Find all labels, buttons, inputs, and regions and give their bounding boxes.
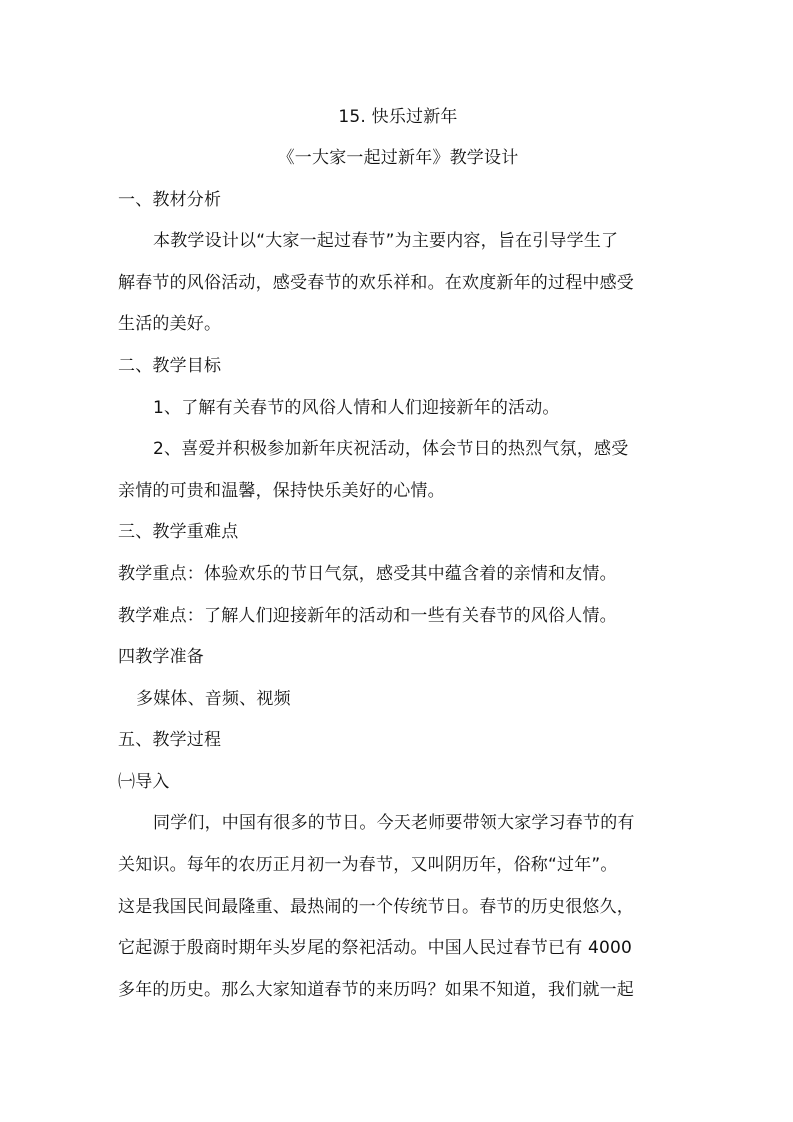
list-item: 1、了解有关春节的风俗人情和人们迎接新年的活动。: [153, 398, 560, 418]
paragraph-line: 这是我国民间最隆重、最热闹的一个传统节日。春节的历史很悠久，: [118, 897, 634, 917]
subsection-heading-introduction: ㈠导入: [118, 772, 170, 792]
section-heading-teaching-process: 五、教学过程: [118, 730, 222, 750]
section-heading-teaching-goals: 二、教学目标: [118, 356, 222, 376]
document-title: 15. 快乐过新年: [338, 107, 458, 127]
list-item: 2、喜爱并积极参加新年庆祝活动，体会节日的热烈气氛，感受: [153, 439, 629, 459]
list-item-continuation: 亲情的可贵和温馨，保持快乐美好的心情。: [118, 481, 445, 501]
paragraph-line: 关知识。每年的农历正月初一为春节，又叫阴历年，俗称“过年”。: [118, 855, 618, 875]
paragraph-line: 本教学设计以“大家一起过春节”为主要内容，旨在引导学生了: [153, 231, 619, 251]
paragraph-line: 教学重点：体验欢乐的节日气氛，感受其中蕴含着的亲情和友情。: [118, 564, 617, 584]
section-heading-materials-analysis: 一、教材分析: [118, 190, 222, 210]
paragraph-line: 它起源于殷商时期年头岁尾的祭祀活动。中国人民过春节已有 4000: [118, 938, 633, 958]
document-subtitle: 《一大家一起过新年》教学设计: [277, 148, 519, 168]
paragraph-line: 同学们，中国有很多的节日。今天老师要带领大家学习春节的有: [153, 813, 635, 833]
paragraph-line: 教学难点：了解人们迎接新年的活动和一些有关春节的风俗人情。: [118, 606, 617, 626]
paragraph-line: 生活的美好。: [118, 314, 222, 334]
paragraph-line: 解春节的风俗活动，感受春节的欢乐祥和。在欢度新年的过程中感受: [118, 273, 634, 293]
paragraph-line: 多年的历史。那么大家知道春节的来历吗？如果不知道，我们就一起: [118, 980, 634, 1000]
section-heading-key-points: 三、教学重难点: [118, 522, 239, 542]
section-heading-preparation: 四教学准备: [118, 647, 204, 667]
paragraph-line: 多媒体、音频、视频: [136, 689, 291, 709]
